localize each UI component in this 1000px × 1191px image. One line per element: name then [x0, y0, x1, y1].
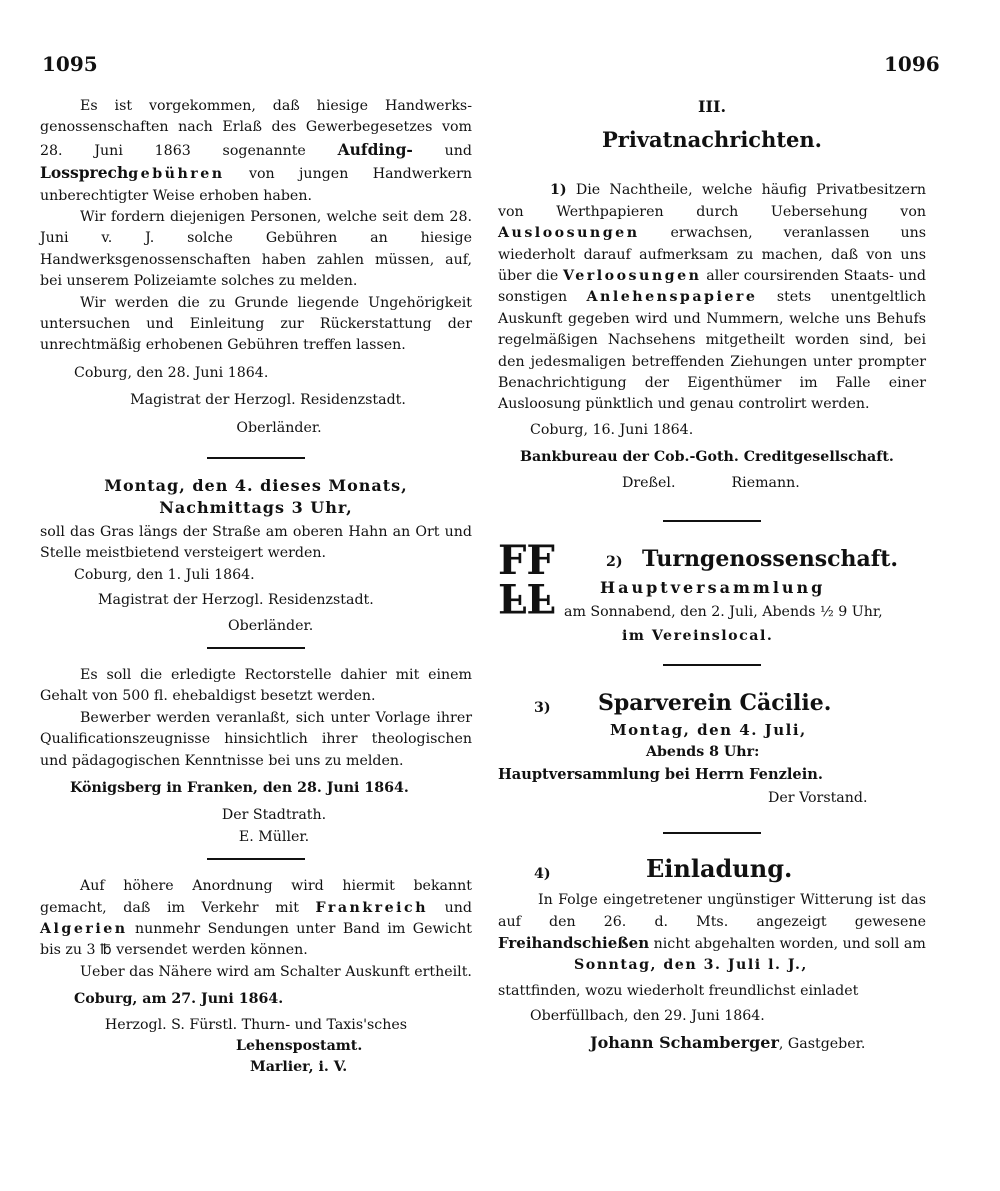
notice-paragraph: Wir fordern diejenigen Personen, welche seit dem 28. Juni v. J. solche Gebühren an hiesige Handwerksgenossenschaften haben zahlen müssen, auf, bei unserem Polizeiamte solches zu melden.	[40, 209, 472, 290]
notice-grass-auction	[40, 475, 472, 637]
notice-signature: Magistrat der Herzogl. Residenzstadt.	[98, 592, 374, 609]
notice-heading-row	[498, 852, 926, 888]
separator-rule	[207, 457, 305, 459]
notice-signature-name: Marlier, i. V.	[250, 1059, 348, 1076]
notice-date: Oberfüllbach, den 29. Juni 1864.	[530, 1008, 765, 1025]
notice-paragraph: Bewerber werden veranlaßt, sich unter Vorlage ihrer Qualificationszeugnisse hinsichtlich ihrer theologischen und pädagogischen Kenntnisse bei uns zu melden.	[40, 709, 472, 769]
separator-rule	[663, 664, 761, 666]
notice-paragraph	[498, 890, 926, 955]
notice-title: Turngenossenschaft.	[642, 546, 899, 573]
spaced-term: Verloosungen	[563, 268, 702, 285]
text-run: und	[428, 899, 472, 916]
text-run: nicht abgehalten worden, und soll am	[649, 935, 926, 952]
notice-paragraph	[498, 180, 926, 415]
text-run: Es ist vorgekommen, daß hiesige Handwerks-genossenschaften nach Erlaß des Gewerbegesetzes vom 28. Juni 1863 sogenannte	[40, 98, 472, 159]
notice-number: 1)	[550, 182, 567, 199]
spaced-term: gebühren	[128, 166, 225, 183]
signature-name: Johann Schamberger	[590, 1032, 779, 1052]
notice-sparverein	[498, 686, 926, 810]
notice-paragraph	[40, 876, 472, 962]
notice-paragraph: Es soll die erledigte Rectorstelle dahier mit einem Gehalt von 500 fl. ehebaldigst besetzt werden.	[40, 666, 472, 705]
text-run: Die Nachtheile, welche häufig Privatbesitzern von Werthpapieren durch Uebersehung von	[498, 182, 926, 220]
notice-line: Montag, den 4. Juli,	[610, 721, 807, 740]
notice-heading: Nachmittags 3 Uhr,	[159, 497, 353, 517]
notice-line: Sonntag, den 3. Juli l. J.,	[574, 957, 808, 974]
text-run: aller coursirenden Staats- und sonstigen	[498, 268, 926, 306]
text-run: In Folge eingetretener ungünstiger Witterung ist das auf den 26. d. Mts. angezeigt gewesene	[498, 892, 926, 930]
text-run: und	[412, 142, 472, 159]
notice-paragraph: soll das Gras längs der Straße am oberen Hahn an Ort und Stelle meistbietend versteigert werden.	[40, 523, 472, 562]
notice-date: Coburg, 16. Juni 1864.	[530, 421, 694, 438]
bold-term: Lossprech	[40, 163, 129, 183]
notice-signature-name: E. Müller.	[238, 828, 310, 845]
notice-signature: Der Stadtrath.	[221, 807, 327, 824]
bold-term: Freihandschießen	[498, 933, 650, 952]
notice-number: 4)	[534, 866, 551, 883]
spaced-term: Anlehenspapiere	[586, 289, 758, 306]
notice-signature-name: Oberländer.	[228, 617, 314, 634]
notice-bankbureau	[498, 180, 926, 494]
notice-signature-name: Oberländer.	[236, 419, 322, 436]
notice-where: im Vereinslocal.	[622, 628, 774, 645]
text-run: nunmehr Sendungen unter Band im Gewicht bis zu 3 ℔ versendet werden können.	[40, 921, 472, 959]
separator-rule	[207, 647, 305, 649]
text-run: von jungen Handwerkern unberechtigter Weise erhoben haben.	[40, 166, 472, 204]
notice-handwerk	[40, 96, 472, 439]
separator-rule	[663, 520, 761, 522]
notice-title: Einladung.	[646, 854, 793, 884]
separator-rule	[663, 832, 761, 834]
notice-post	[40, 876, 472, 1079]
notice-einladung	[498, 852, 926, 1055]
notice-signature: Lehenspostamt.	[236, 1038, 363, 1055]
notice-when: am Sonnabend, den 2. Juli, Abends ½ 9 Uhr,	[564, 604, 883, 621]
section-numeral: III.	[697, 97, 727, 116]
text-run: Auf höhere Anordnung wird hiermit bekannt gemacht, daß im Verkehr mit	[40, 878, 472, 916]
spaced-term: Frankreich	[315, 899, 429, 916]
page-number-left: 1095	[42, 52, 98, 76]
notice-signature: Bankbureau der Cob.-Goth. Creditgesellschaft.	[520, 449, 894, 466]
bold-term: Aufding-	[337, 139, 413, 159]
notice-heading: Montag, den 4. dieses Monats,	[104, 476, 408, 496]
left-column	[40, 96, 472, 1079]
notice-date: Königsberg in Franken, den 28. Juni 1864.	[70, 779, 409, 796]
notice-signature: Magistrat der Herzogl. Residenzstadt.	[130, 392, 406, 409]
signature-name: Dreßel.	[622, 474, 676, 491]
right-column	[498, 96, 926, 1055]
notice-date: Coburg, den 28. Juni 1864.	[74, 364, 269, 381]
notice-number: 3)	[534, 700, 551, 717]
spaced-term: Algerien	[40, 921, 128, 937]
notice-date: Coburg, den 1. Juli 1864.	[74, 566, 255, 583]
text-run: erwachsen, veranlassen uns wiederholt darauf aufmerksam zu machen, daß von uns über die	[498, 225, 926, 285]
notice-signature: Herzogl. S. Fürstl. Thurn- und Taxis'sches	[104, 1016, 408, 1033]
notice-turngenossenschaft	[498, 537, 926, 652]
signature-name: Riemann.	[731, 474, 800, 491]
notice-signature: Der Vorstand.	[768, 790, 868, 807]
notice-rectorstelle	[40, 665, 472, 848]
notice-subtitle: Hauptversammlung	[600, 578, 826, 598]
spaced-term: Ausloosungen	[498, 225, 640, 242]
notice-date: Coburg, am 27. Juni 1864.	[74, 991, 284, 1008]
notice-paragraph: Ueber das Nähere wird am Schalter Auskunft ertheilt.	[80, 963, 472, 980]
notice-number: 2)	[606, 554, 623, 571]
notice-paragraph: Wir werden die zu Grunde liegende Ungehörigkeit untersuchen und Einleitung zur Rückerstattung der unrechtmäßig erhobenen Gebühren treffen lassen.	[40, 294, 472, 354]
notice-line: Abends 8 Uhr:	[646, 744, 760, 761]
text-run: stets unentgeltlich Auskunft gegeben wird und Nummern, welche uns Behufs regelmäßigen Nachsehens mitgetheilt worden sind, bei den jedesmaligen betreffenden Ziehungen unter prompter Benachrichtigung der Eigenthümer im Falle einer Ausloosung pünktlich und genau controlirt werden.	[498, 289, 927, 413]
notice-signature	[498, 1032, 926, 1055]
separator-rule	[207, 858, 305, 860]
notice-paragraph	[40, 96, 472, 207]
notice-line: stattfinden, wozu wiederholt freundlichst einladet	[498, 982, 859, 999]
turner-emblem-bottom: FF	[498, 574, 555, 622]
page-number-right: 1096	[884, 52, 940, 76]
notice-title: Sparverein Cäcilie.	[598, 690, 832, 717]
notice-line: Hauptversammlung bei Herrn Fenzlein.	[498, 766, 823, 784]
section-title: Privatnachrichten.	[601, 127, 822, 153]
notice-signature-names	[498, 473, 926, 494]
turner-emblem-top: FF	[498, 537, 555, 585]
signature-role: , Gastgeber.	[778, 1035, 866, 1052]
